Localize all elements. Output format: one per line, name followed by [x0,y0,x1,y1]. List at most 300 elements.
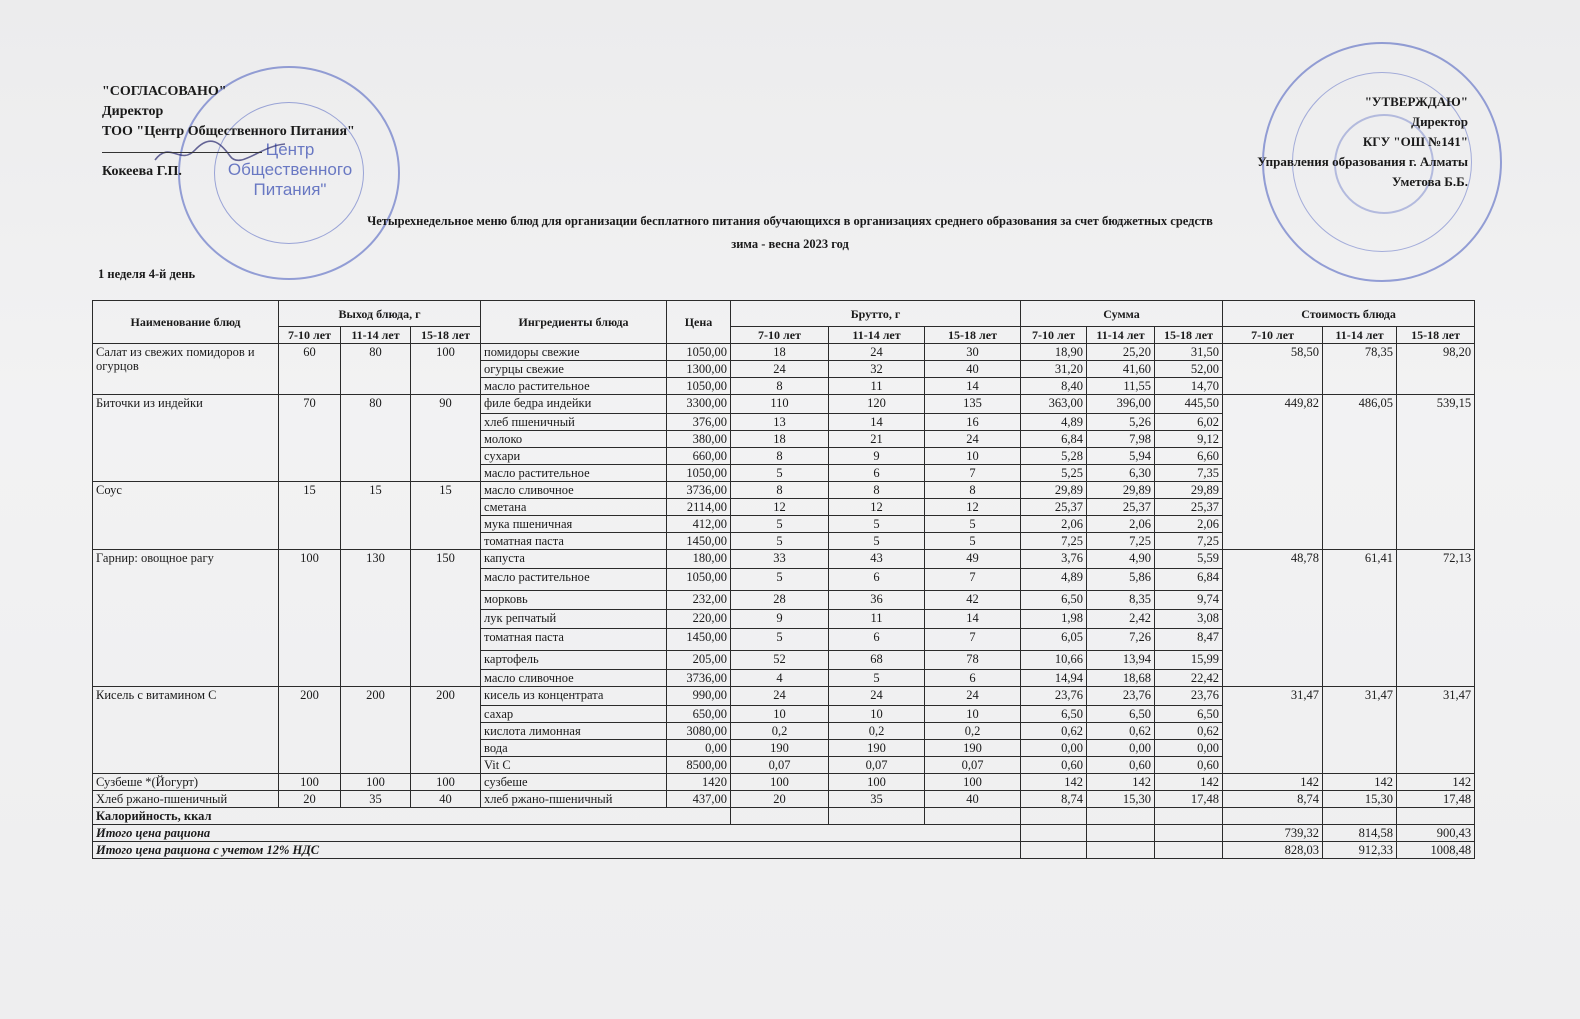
sum-cell: 2,42 [1087,610,1155,629]
price-cell: 205,00 [667,651,731,670]
cost-cell: 31,47 [1223,687,1323,774]
ingredient-name: томатная паста [481,629,667,651]
cost-cell: 142 [1223,774,1323,791]
ingredient-name: морковь [481,591,667,610]
cost-cell: 58,50 [1223,344,1323,395]
sum-cell: 15,30 [1087,791,1155,808]
price-cell: 412,00 [667,516,731,533]
sum-cell: 5,28 [1021,448,1087,465]
ingredient-name: кисель из концентрата [481,687,667,706]
gross-cell: 4 [731,670,829,687]
total-row [93,825,1475,842]
sum-cell: 9,12 [1155,431,1223,448]
price-cell: 1450,00 [667,629,731,651]
total-vat-value: 912,33 [1323,842,1397,859]
yield-cell: 35 [341,791,411,808]
sum-cell: 445,50 [1155,395,1223,414]
right-signer: Уметова Б.Б. [1392,174,1468,189]
sum-cell: 2,06 [1021,516,1087,533]
approval-left [102,82,355,182]
week-day: 1 неделя 4-й день [98,267,196,281]
gross-cell: 7 [925,629,1021,651]
price-cell: 232,00 [667,591,731,610]
gross-cell: 0,07 [829,757,925,774]
ingredient-name: помидоры свежие [481,344,667,361]
age-header: 7-10 лет [731,327,829,344]
total-vat-label: Итого цена рациона с учетом 12% НДС [93,842,1021,859]
sum-cell: 6,84 [1021,431,1087,448]
gross-cell: 8 [829,482,925,499]
gross-cell: 5 [829,533,925,550]
sum-cell: 5,26 [1087,414,1155,431]
menu-table [92,300,1475,859]
right-position: Директор [1411,114,1468,129]
sum-cell: 52,00 [1155,361,1223,378]
price-cell: 380,00 [667,431,731,448]
ingredient-name: сухари [481,448,667,465]
age-header: 7-10 лет [1223,327,1323,344]
yield-cell: 200 [411,687,481,774]
sum-cell: 4,90 [1087,550,1155,569]
age-header: 11-14 лет [341,327,411,344]
header-price: Цена [667,301,731,344]
gross-cell: 10 [731,706,829,723]
gross-cell: 100 [829,774,925,791]
yield-cell: 100 [411,344,481,395]
header-dish: Наименование блюд [93,301,279,344]
sum-cell: 23,76 [1021,687,1087,706]
gross-cell: 12 [829,499,925,516]
yield-cell: 100 [411,774,481,791]
sum-cell: 6,84 [1155,569,1223,591]
total-vat-value: 1008,48 [1397,842,1475,859]
sum-cell: 363,00 [1021,395,1087,414]
stamp-left-text: Центр Общественного Питания" [227,140,353,199]
gross-cell: 8 [731,448,829,465]
price-cell: 1300,00 [667,361,731,378]
gross-cell: 33 [731,550,829,569]
ingredient-name: масло сливочное [481,482,667,499]
dish-name: Биточки из индейки [93,395,279,482]
sum-cell: 6,05 [1021,629,1087,651]
ingredient-name: хлеб ржано-пшеничный [481,791,667,808]
sum-cell: 14,70 [1155,378,1223,395]
sum-cell: 5,59 [1155,550,1223,569]
sum-cell: 41,60 [1087,361,1155,378]
gross-cell: 10 [925,706,1021,723]
calories-row [93,808,1475,825]
gross-cell: 21 [829,431,925,448]
ingredient-name: картофель [481,651,667,670]
gross-cell: 0,2 [731,723,829,740]
age-header: 7-10 лет [279,327,341,344]
price-cell: 3736,00 [667,482,731,499]
ingredient-name: вода [481,740,667,757]
gross-cell: 30 [925,344,1021,361]
gross-cell: 18 [731,431,829,448]
sum-cell: 25,20 [1087,344,1155,361]
sum-cell: 29,89 [1087,482,1155,499]
price-cell: 3736,00 [667,670,731,687]
yield-cell: 80 [341,395,411,482]
ingredient-name: хлеб пшеничный [481,414,667,431]
sum-cell: 7,25 [1021,533,1087,550]
document-title: Четырехнедельное меню блюд для организации бесплатного питания обучающихся в организациях среднего образования за счет бюджетных средств [367,214,1213,228]
price-cell: 660,00 [667,448,731,465]
ingredient-name: Vit C [481,757,667,774]
sum-cell: 25,37 [1155,499,1223,516]
yield-cell: 20 [279,791,341,808]
price-cell: 3080,00 [667,723,731,740]
yield-cell: 60 [279,344,341,395]
header-yield: Выход блюда, г [279,301,481,327]
cost-cell: 31,47 [1323,687,1397,774]
gross-cell: 40 [925,791,1021,808]
dish-name: Салат из свежих помидоров и огурцов [93,344,279,395]
calories-label: Калорийность, ккал [93,808,731,825]
gross-cell: 0,07 [731,757,829,774]
price-cell: 3300,00 [667,395,731,414]
gross-cell: 43 [829,550,925,569]
age-header: 11-14 лет [1323,327,1397,344]
cost-cell: 48,78 [1223,550,1323,687]
sum-cell: 7,25 [1087,533,1155,550]
age-header-row [93,327,1475,344]
sum-cell: 0,60 [1021,757,1087,774]
gross-cell: 49 [925,550,1021,569]
ingredient-name: масло сливочное [481,670,667,687]
agreed-label: "СОГЛАСОВАНО" [102,84,227,99]
sum-cell: 0,62 [1087,723,1155,740]
gross-cell: 68 [829,651,925,670]
sum-cell: 31,50 [1155,344,1223,361]
table-row [93,395,1475,414]
ingredient-name: молоко [481,431,667,448]
cost-cell: 8,74 [1223,791,1323,808]
sum-cell: 15,99 [1155,651,1223,670]
sum-cell: 23,76 [1155,687,1223,706]
sum-cell: 29,89 [1021,482,1087,499]
sum-cell: 142 [1087,774,1155,791]
gross-cell: 24 [829,687,925,706]
sum-cell: 142 [1155,774,1223,791]
sum-cell: 0,60 [1087,757,1155,774]
right-department: Управления образования г. Алматы [1257,154,1468,169]
price-cell: 1050,00 [667,569,731,591]
menu-body [93,344,1475,808]
total-vat-row [93,842,1475,859]
ingredient-name: масло растительное [481,378,667,395]
sum-cell: 7,25 [1155,533,1223,550]
price-cell: 650,00 [667,706,731,723]
price-cell: 0,00 [667,740,731,757]
yield-cell: 100 [279,550,341,687]
gross-cell: 5 [731,465,829,482]
sum-cell: 2,06 [1087,516,1155,533]
yield-cell: 150 [411,550,481,687]
gross-cell: 24 [925,431,1021,448]
gross-cell: 5 [925,516,1021,533]
approval-right [1257,92,1468,192]
price-cell: 2114,00 [667,499,731,516]
gross-cell: 0,07 [925,757,1021,774]
sum-cell: 6,50 [1087,706,1155,723]
sum-cell: 22,42 [1155,670,1223,687]
yield-cell: 80 [341,344,411,395]
age-header: 15-18 лет [411,327,481,344]
gross-cell: 9 [829,448,925,465]
price-cell: 220,00 [667,610,731,629]
gross-cell: 190 [925,740,1021,757]
table-row [93,550,1475,569]
price-cell: 1420 [667,774,731,791]
header-sum: Сумма [1021,301,1223,327]
header-cost: Стоимость блюда [1223,301,1475,327]
sum-cell: 6,50 [1155,706,1223,723]
dish-name: Соус [93,482,279,550]
sum-cell: 25,37 [1087,499,1155,516]
ingredient-name: филе бедра индейки [481,395,667,414]
gross-cell: 18 [731,344,829,361]
sum-cell: 14,94 [1021,670,1087,687]
sum-cell: 8,74 [1021,791,1087,808]
gross-cell: 12 [925,499,1021,516]
sum-cell: 4,89 [1021,569,1087,591]
sum-cell: 3,76 [1021,550,1087,569]
price-cell: 1050,00 [667,465,731,482]
cost-cell: 31,47 [1397,687,1475,774]
gross-cell: 120 [829,395,925,414]
table-row [93,774,1475,791]
gross-cell: 8 [731,378,829,395]
table-row [93,344,1475,361]
ingredient-name: сметана [481,499,667,516]
sum-cell: 7,98 [1087,431,1155,448]
sum-cell: 6,50 [1021,591,1087,610]
cost-cell: 61,41 [1323,550,1397,687]
gross-cell: 10 [829,706,925,723]
sum-cell: 4,89 [1021,414,1087,431]
gross-cell: 7 [925,569,1021,591]
yield-cell: 15 [341,482,411,550]
gross-cell: 36 [829,591,925,610]
gross-cell: 5 [829,516,925,533]
sum-cell: 0,60 [1155,757,1223,774]
gross-cell: 6 [925,670,1021,687]
gross-cell: 13 [731,414,829,431]
gross-cell: 24 [731,361,829,378]
sum-cell: 18,90 [1021,344,1087,361]
sum-cell: 8,47 [1155,629,1223,651]
gross-cell: 0,2 [829,723,925,740]
gross-cell: 78 [925,651,1021,670]
age-header: 7-10 лет [1021,327,1087,344]
sum-cell: 29,89 [1155,482,1223,499]
sum-cell: 9,74 [1155,591,1223,610]
gross-cell: 32 [829,361,925,378]
sum-cell: 7,26 [1087,629,1155,651]
total-label: Итого цена рациона [93,825,1021,842]
gross-cell: 52 [731,651,829,670]
gross-cell: 8 [731,482,829,499]
sum-cell: 17,48 [1155,791,1223,808]
gross-cell: 100 [731,774,829,791]
sum-cell: 10,66 [1021,651,1087,670]
ingredient-name: масло растительное [481,465,667,482]
sum-cell: 11,55 [1087,378,1155,395]
table-row [93,687,1475,706]
gross-cell: 24 [829,344,925,361]
cost-cell: 539,15 [1397,395,1475,550]
left-signer: Кокеева Г.П. [102,164,182,179]
gross-cell: 8 [925,482,1021,499]
gross-cell: 16 [925,414,1021,431]
cost-cell: 486,05 [1323,395,1397,550]
document-subtitle: зима - весна 2023 год [731,237,849,251]
yield-cell: 15 [279,482,341,550]
ingredient-name: сузбеше [481,774,667,791]
gross-cell: 6 [829,465,925,482]
sum-cell: 6,02 [1155,414,1223,431]
total-value: 739,32 [1223,825,1323,842]
yield-cell: 100 [341,774,411,791]
cost-cell: 98,20 [1397,344,1475,395]
sum-cell: 18,68 [1087,670,1155,687]
sum-cell: 31,20 [1021,361,1087,378]
left-company: ТОО "Центр Общественного Питания" [102,124,355,139]
gross-cell: 28 [731,591,829,610]
ingredient-name: сахар [481,706,667,723]
sum-cell: 23,76 [1087,687,1155,706]
age-header: 11-14 лет [829,327,925,344]
yield-cell: 15 [411,482,481,550]
gross-cell: 35 [829,791,925,808]
header-ingredients: Ингредиенты блюда [481,301,667,344]
ingredient-name: масло растительное [481,569,667,591]
gross-cell: 5 [731,569,829,591]
sum-cell: 0,62 [1155,723,1223,740]
sum-cell: 1,98 [1021,610,1087,629]
price-cell: 8500,00 [667,757,731,774]
sum-cell: 5,94 [1087,448,1155,465]
right-school: КГУ "ОШ №141" [1362,134,1468,149]
gross-cell: 11 [829,378,925,395]
sum-cell: 0,00 [1021,740,1087,757]
cost-cell: 72,13 [1397,550,1475,687]
gross-cell: 135 [925,395,1021,414]
gross-cell: 20 [731,791,829,808]
gross-cell: 190 [731,740,829,757]
gross-cell: 12 [731,499,829,516]
gross-cell: 6 [829,569,925,591]
age-header: 15-18 лет [1155,327,1223,344]
gross-cell: 0,2 [925,723,1021,740]
price-cell: 437,00 [667,791,731,808]
sum-cell: 6,50 [1021,706,1087,723]
age-header: 15-18 лет [1397,327,1475,344]
price-cell: 1050,00 [667,344,731,361]
sum-cell: 142 [1021,774,1087,791]
gross-cell: 7 [925,465,1021,482]
gross-cell: 40 [925,361,1021,378]
gross-cell: 6 [829,629,925,651]
sum-cell: 396,00 [1087,395,1155,414]
sum-cell: 6,30 [1087,465,1155,482]
dish-name: Кисель с витамином С [93,687,279,774]
sum-cell: 3,08 [1155,610,1223,629]
gross-cell: 11 [829,610,925,629]
price-cell: 1450,00 [667,533,731,550]
gross-cell: 14 [925,378,1021,395]
age-header: 15-18 лет [925,327,1021,344]
sum-cell: 6,60 [1155,448,1223,465]
cost-cell: 78,35 [1323,344,1397,395]
total-vat-value: 828,03 [1223,842,1323,859]
price-cell: 180,00 [667,550,731,569]
dish-name: Сузбеше *(Йогурт) [93,774,279,791]
price-cell: 1050,00 [667,378,731,395]
gross-cell: 14 [829,414,925,431]
ingredient-name: лук репчатый [481,610,667,629]
total-value: 814,58 [1323,825,1397,842]
gross-cell: 24 [925,687,1021,706]
gross-cell: 42 [925,591,1021,610]
sum-cell: 0,62 [1021,723,1087,740]
yield-cell: 40 [411,791,481,808]
cost-cell: 142 [1323,774,1397,791]
sum-cell: 0,00 [1155,740,1223,757]
price-cell: 376,00 [667,414,731,431]
sum-cell: 0,00 [1087,740,1155,757]
sum-cell: 7,35 [1155,465,1223,482]
sum-cell: 13,94 [1087,651,1155,670]
price-cell: 990,00 [667,687,731,706]
gross-cell: 110 [731,395,829,414]
gross-cell: 10 [925,448,1021,465]
yield-cell: 90 [411,395,481,482]
gross-cell: 5 [925,533,1021,550]
total-value: 900,43 [1397,825,1475,842]
header-gross: Брутто, г [731,301,1021,327]
ingredient-name: кислота лимонная [481,723,667,740]
gross-cell: 5 [731,533,829,550]
sum-cell: 5,25 [1021,465,1087,482]
gross-cell: 9 [731,610,829,629]
ingredient-name: мука пшеничная [481,516,667,533]
gross-cell: 190 [829,740,925,757]
sum-cell: 2,06 [1155,516,1223,533]
yield-cell: 130 [341,550,411,687]
gross-cell: 5 [731,516,829,533]
dish-name: Гарнир: овощное рагу [93,550,279,687]
sum-cell: 8,35 [1087,591,1155,610]
ingredient-name: томатная паста [481,533,667,550]
yield-cell: 200 [279,687,341,774]
age-header: 11-14 лет [1087,327,1155,344]
yield-cell: 200 [341,687,411,774]
yield-cell: 70 [279,395,341,482]
cost-cell: 17,48 [1397,791,1475,808]
dish-name: Хлеб ржано-пшеничный [93,791,279,808]
yield-cell: 100 [279,774,341,791]
gross-cell: 24 [731,687,829,706]
sum-cell: 8,40 [1021,378,1087,395]
sum-cell: 5,86 [1087,569,1155,591]
gross-cell: 14 [925,610,1021,629]
approved-label: "УТВЕРЖДАЮ" [1364,94,1468,109]
left-position: Директор [102,104,164,119]
ingredient-name: капуста [481,550,667,569]
